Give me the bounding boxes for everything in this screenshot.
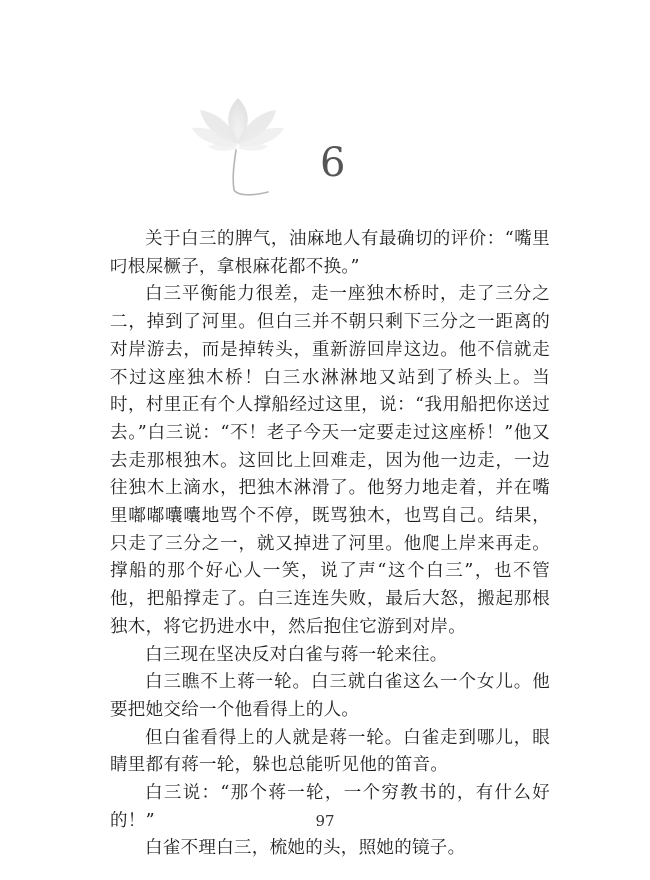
paragraph: 但白雀看得上的人就是蒋一轮。白雀走到哪儿，眼睛里都有蒋一轮，躲也总能听见他的笛音。 <box>110 727 550 776</box>
chapter-body <box>110 226 550 863</box>
paragraph: 关于白三的脾气，油麻地人有最确切的评价：“嘴里叼根屎橛子，拿根麻花都不换。” <box>110 229 550 277</box>
paragraph: 白三说：“那个蒋一轮，一个穷教书的，有什么好的！” <box>110 783 550 831</box>
paragraph: 白三瞧不上蒋一轮。白三就白雀这么一个女儿。他要把她交给一个他看得上的人。 <box>110 672 550 720</box>
paragraph: 白雀不理白三，梳她的头，照她的镜子。 <box>145 838 466 859</box>
lotus-flower-icon <box>188 92 288 202</box>
page-number: 97 <box>315 812 335 830</box>
paragraph: 白三现在坚决反对白雀与蒋一轮来往。 <box>145 644 448 665</box>
paragraph: 白三平衡能力很差，走一座独木桥时，走了三分之二，掉到了河里。但白三并不朝只剩下三分之一距离的对岸游去，而是掉转头，重新游回岸这边。他不信就走不过这座独木桥！白三水淋淋地又站到了桥头上。当时，村里正有个人撑船经过这里，说：“我用船把你送过去。”白三说：“不！老子今天一定要走过这座桥！”他又去走那根独木。这回比上回难走，因为他一边走，一边往独木上滴水，把独木淋滑了。他努力地走着，并在嘴里嘟嘟囔囔地骂个不停，既骂独木，也骂自己。结果，只走了三分之一，就又掉进了河里。他爬上岸来再走。撑船的那个好心人一笑，说了声“这个白三”，也不管他，把船撑走了。白三连连失败，最后大怒，搬起那根独木，将它扔进水中，然后抱住它游到对岸。 <box>110 284 550 637</box>
chapter-number: 6 <box>320 140 346 186</box>
